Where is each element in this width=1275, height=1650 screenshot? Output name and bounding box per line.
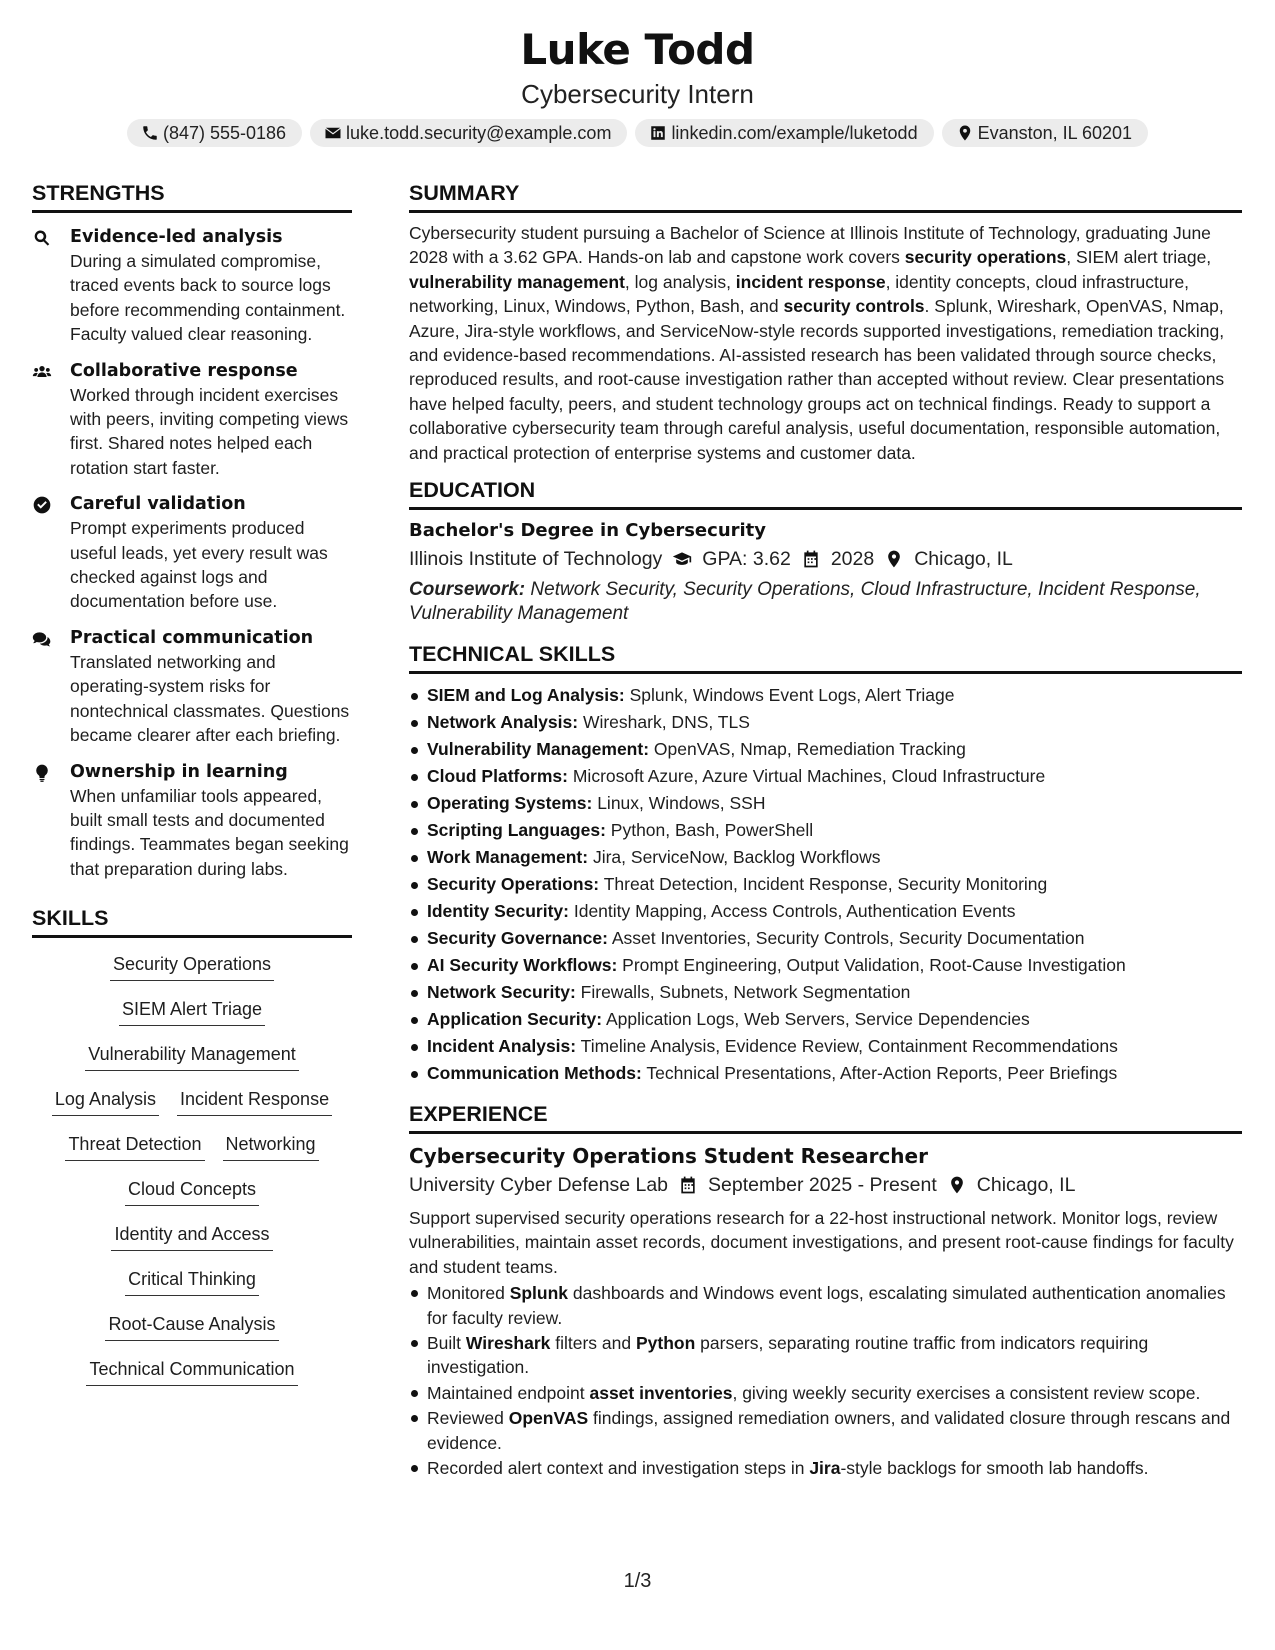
text-run: Cybersecurity student pursuing a Bachelor of Science at Illinois Institute of Technology, graduating June 2028 with a 3.62 GPA. Hands-on lab and capstone work covers bbox=[409, 223, 1211, 268]
text-run: Built bbox=[427, 1332, 466, 1353]
skill-values: Prompt Engineering, Output Validation, Root-Cause Investigation bbox=[622, 954, 1126, 975]
gpa-value: GPA: 3.62 bbox=[702, 548, 791, 571]
skill-values: Application Logs, Web Servers, Service Dependencies bbox=[605, 1008, 1030, 1029]
list-item bbox=[409, 952, 1242, 979]
education-section bbox=[409, 477, 1242, 627]
strength-item bbox=[32, 626, 352, 748]
skill-category: SIEM and Log Analysis: bbox=[427, 684, 625, 705]
skill-values: Technical Presentations, After-Action Reports, Peer Briefings bbox=[646, 1062, 1118, 1083]
emphasis-text: Splunk bbox=[509, 1283, 569, 1304]
list-item bbox=[409, 1060, 1242, 1087]
skill-values: Splunk, Windows Event Logs, Alert Triage bbox=[629, 684, 955, 705]
right-column bbox=[409, 180, 1242, 1481]
skill-values: Python, Bash, PowerShell bbox=[610, 819, 814, 840]
strength-title: Practical communication bbox=[70, 627, 314, 648]
contact-phone[interactable] bbox=[127, 119, 302, 147]
skill-category: Network Security: bbox=[427, 981, 576, 1002]
text-run: , SIEM alert triage, bbox=[1066, 247, 1212, 268]
list-item bbox=[409, 844, 1242, 871]
emphasis-text: vulnerability management bbox=[409, 271, 625, 292]
strength-description: When unfamiliar tools appeared, built small tests and documented findings. Teammates began seeking that preparation during labs. bbox=[70, 785, 349, 879]
skill-category: Incident Analysis: bbox=[427, 1035, 577, 1056]
linkedin-icon bbox=[649, 124, 667, 142]
skill-chip: Critical Thinking bbox=[125, 1267, 259, 1296]
map-pin-icon bbox=[956, 124, 974, 142]
list-item bbox=[409, 763, 1242, 790]
list-item bbox=[409, 1456, 1242, 1480]
text-run: parsers, separating routine traffic from indicators requiring investigation. bbox=[427, 1332, 1149, 1378]
job-dates: September 2025 - Present bbox=[708, 1173, 937, 1196]
strength-title: Ownership in learning bbox=[70, 761, 288, 782]
list-item bbox=[409, 736, 1242, 763]
text-run: , giving weekly security exercises a consistent review scope. bbox=[732, 1382, 1201, 1403]
contact-email-text: luke.todd.security@example.com bbox=[346, 122, 612, 143]
graduation-year: 2028 bbox=[830, 548, 875, 571]
skill-category: Application Security: bbox=[427, 1008, 603, 1029]
text-run: Monitored bbox=[427, 1283, 510, 1304]
strength-description: Translated networking and operating-system risks for nontechnical classmates. Questions became clearer after each briefing. bbox=[70, 651, 350, 746]
emphasis-text: Python bbox=[635, 1332, 696, 1353]
strengths-heading: STRENGTHS bbox=[32, 180, 352, 213]
skill-category: Scripting Languages: bbox=[427, 819, 606, 840]
graduation-cap-icon bbox=[662, 549, 702, 569]
skill-category: Operating Systems: bbox=[427, 792, 593, 813]
skills-chip-cloud bbox=[32, 952, 352, 1402]
text-run: filters and bbox=[550, 1332, 636, 1353]
list-item bbox=[409, 817, 1242, 844]
school-name: Illinois Institute of Technology bbox=[409, 548, 663, 571]
text-run: dashboards and Windows event logs, escalating simulated authentication anomalies for faculty review. bbox=[427, 1283, 1226, 1328]
list-item bbox=[409, 979, 1242, 1006]
text-run: , identity concepts, cloud infrastructure, networking, Linux, Windows, Python, Bash, and bbox=[409, 271, 1190, 317]
text-run: , log analysis, bbox=[624, 271, 736, 292]
comments-icon bbox=[32, 626, 70, 748]
contact-phone-text: (847) 555-0186 bbox=[162, 122, 287, 143]
skills-section bbox=[32, 905, 352, 1402]
strength-description: During a simulated compromise, traced events back to source logs before recommending containment. Faculty valued clear reasoning. bbox=[70, 251, 346, 345]
summary-heading: SUMMARY bbox=[409, 180, 1242, 213]
emphasis-text: asset inventories bbox=[589, 1382, 733, 1403]
skill-values: Threat Detection, Incident Response, Security Monitoring bbox=[603, 873, 1048, 894]
coursework-list: Network Security, Security Operations, Cloud Infrastructure, Incident Response, Vulnerability Management bbox=[409, 579, 1201, 625]
list-item bbox=[409, 898, 1242, 925]
list-item bbox=[409, 871, 1242, 898]
list-item bbox=[409, 682, 1242, 709]
skill-chip: Threat Detection bbox=[65, 1132, 204, 1161]
contact-linkedin-text: linkedin.com/example/luketodd bbox=[671, 122, 918, 143]
skill-category: Cloud Platforms: bbox=[427, 765, 568, 786]
coursework-label: Coursework: bbox=[409, 579, 526, 601]
skill-chip: Identity and Access bbox=[111, 1222, 272, 1251]
summary-text bbox=[409, 221, 1242, 465]
phone-icon bbox=[141, 124, 159, 142]
list-item bbox=[409, 1033, 1242, 1060]
contact-location-text: Evanston, IL 60201 bbox=[977, 122, 1133, 143]
skill-chip: SIEM Alert Triage bbox=[119, 997, 265, 1026]
emphasis-text: Wireshark bbox=[465, 1332, 551, 1353]
experience-heading: EXPERIENCE bbox=[409, 1101, 1242, 1134]
text-run: Recorded alert context and investigation steps in bbox=[427, 1457, 810, 1478]
degree-title: Bachelor's Degree in Cybersecurity bbox=[409, 520, 767, 542]
skill-values: Linux, Windows, SSH bbox=[597, 792, 766, 813]
contact-bar bbox=[0, 119, 1275, 147]
strength-title: Evidence-led analysis bbox=[70, 227, 283, 247]
calendar-icon bbox=[791, 549, 831, 569]
skill-values: Identity Mapping, Access Controls, Authentication Events bbox=[573, 900, 1016, 921]
page-number: 1/3 bbox=[623, 1570, 652, 1592]
skill-category: Security Governance: bbox=[427, 927, 608, 948]
list-item bbox=[409, 1381, 1242, 1405]
strength-item bbox=[32, 760, 352, 882]
text-run: Reviewed bbox=[427, 1408, 509, 1429]
map-pin-icon bbox=[874, 549, 914, 569]
skill-values: Microsoft Azure, Azure Virtual Machines, Cloud Infrastructure bbox=[572, 765, 1046, 786]
school-location: Chicago, IL bbox=[914, 548, 1013, 571]
skill-chip: Vulnerability Management bbox=[85, 1042, 298, 1071]
calendar-icon bbox=[668, 1175, 708, 1195]
skill-values: Firewalls, Subnets, Network Segmentation bbox=[580, 981, 911, 1002]
skill-chip: Cloud Concepts bbox=[125, 1177, 259, 1206]
strength-item bbox=[32, 225, 352, 347]
emphasis-text: OpenVAS bbox=[508, 1408, 589, 1429]
lightbulb-icon bbox=[32, 760, 70, 882]
envelope-icon bbox=[324, 124, 342, 142]
text-run: findings, assigned remediation owners, and validated closure through rescans and evidence. bbox=[427, 1408, 1231, 1453]
list-item bbox=[409, 1281, 1242, 1330]
job-description: Support supervised security operations research for a 22-host instructional network. Monitor logs, review vulnerabilities, maintain asset records, document investigations, and present root-cause findings for faculty and student teams. bbox=[409, 1207, 1234, 1277]
coursework bbox=[409, 578, 1242, 627]
skill-category: Work Management: bbox=[427, 846, 589, 867]
strength-title: Careful validation bbox=[70, 494, 246, 515]
skill-values: Jira, ServiceNow, Backlog Workflows bbox=[592, 846, 881, 867]
skill-category: Network Analysis: bbox=[427, 711, 579, 732]
skill-chip: Networking bbox=[223, 1132, 319, 1161]
candidate-name: Luke Todd bbox=[520, 25, 755, 74]
map-pin-icon bbox=[937, 1175, 977, 1195]
magnifier-icon bbox=[32, 225, 70, 347]
skill-values: OpenVAS, Nmap, Remediation Tracking bbox=[653, 738, 966, 759]
education-meta bbox=[409, 544, 1242, 574]
list-item bbox=[409, 1331, 1242, 1380]
technical-skills-list bbox=[409, 682, 1242, 1087]
emphasis-text: incident response bbox=[735, 271, 886, 292]
list-item bbox=[409, 1406, 1242, 1455]
list-item bbox=[409, 790, 1242, 817]
contact-linkedin[interactable] bbox=[635, 119, 933, 147]
skill-chip: Technical Communication bbox=[86, 1357, 297, 1386]
strength-description: Worked through incident exercises with peers, inviting competing views first. Shared notes helped each rotation start faster. bbox=[70, 384, 349, 478]
contact-email[interactable] bbox=[310, 119, 627, 147]
skill-chip: Log Analysis bbox=[52, 1087, 159, 1116]
resume-header bbox=[0, 24, 1275, 147]
left-column bbox=[32, 180, 352, 1402]
list-item bbox=[409, 1006, 1242, 1033]
skill-values: Wireshark, DNS, TLS bbox=[582, 711, 750, 732]
strength-description: Prompt experiments produced useful leads, yet every result was checked against logs and documentation before use. bbox=[70, 518, 328, 612]
skill-chip: Root-Cause Analysis bbox=[105, 1312, 278, 1341]
list-item bbox=[409, 925, 1242, 952]
skill-category: Vulnerability Management: bbox=[427, 738, 650, 759]
technical-skills-section bbox=[409, 641, 1242, 1087]
employer-name: University Cyber Defense Lab bbox=[409, 1173, 669, 1196]
text-run: -style backlogs for smooth lab handoffs. bbox=[840, 1457, 1149, 1478]
job-meta bbox=[409, 1170, 1242, 1200]
text-run: Maintained endpoint bbox=[427, 1382, 590, 1403]
skill-values: Timeline Analysis, Evidence Review, Containment Recommendations bbox=[580, 1035, 1118, 1056]
skill-category: Security Operations: bbox=[427, 873, 600, 894]
job-location: Chicago, IL bbox=[976, 1173, 1076, 1196]
strength-item bbox=[32, 359, 352, 481]
skill-category: Communication Methods: bbox=[427, 1062, 642, 1083]
text-run: . Splunk, Wireshark, OpenVAS, Nmap, Azure, Jira-style workflows, and ServiceNow-style records supported investigations, remediation tracking, and evidence-based recommendations. AI-assisted research has been validated through source checks, reproduced results, and root-cause investigation rather than accepted without review. Clear presentations have helped faculty, peers, and student technology groups act on technical findings. Ready to support a collaborative cybersecurity team through careful analysis, useful documentation, responsible automation, and practical protection of enterprise systems and customer data. bbox=[409, 296, 1225, 463]
list-item bbox=[409, 709, 1242, 736]
education-heading: EDUCATION bbox=[409, 477, 1242, 510]
strength-title: Collaborative response bbox=[70, 360, 298, 381]
experience-section bbox=[409, 1101, 1242, 1480]
job-bullets bbox=[409, 1281, 1242, 1480]
strengths-list bbox=[32, 225, 352, 881]
job-title: Cybersecurity Operations Student Researcher bbox=[409, 1143, 928, 1168]
skill-chip: Incident Response bbox=[177, 1087, 332, 1116]
emphasis-text: security controls bbox=[783, 296, 925, 317]
users-icon bbox=[32, 359, 70, 481]
emphasis-text: security operations bbox=[904, 247, 1067, 268]
skill-category: Identity Security: bbox=[427, 900, 569, 921]
skill-chip: Security Operations bbox=[110, 952, 274, 981]
strength-item bbox=[32, 492, 352, 614]
candidate-role: Cybersecurity Intern bbox=[521, 79, 754, 109]
emphasis-text: Jira bbox=[809, 1457, 841, 1478]
skills-heading: SKILLS bbox=[32, 905, 352, 938]
technical-skills-heading: TECHNICAL SKILLS bbox=[409, 641, 1242, 674]
contact-location bbox=[942, 119, 1148, 147]
skill-category: AI Security Workflows: bbox=[427, 954, 618, 975]
skill-values: Asset Inventories, Security Controls, Security Documentation bbox=[611, 927, 1085, 948]
check-circle-icon bbox=[32, 492, 70, 614]
